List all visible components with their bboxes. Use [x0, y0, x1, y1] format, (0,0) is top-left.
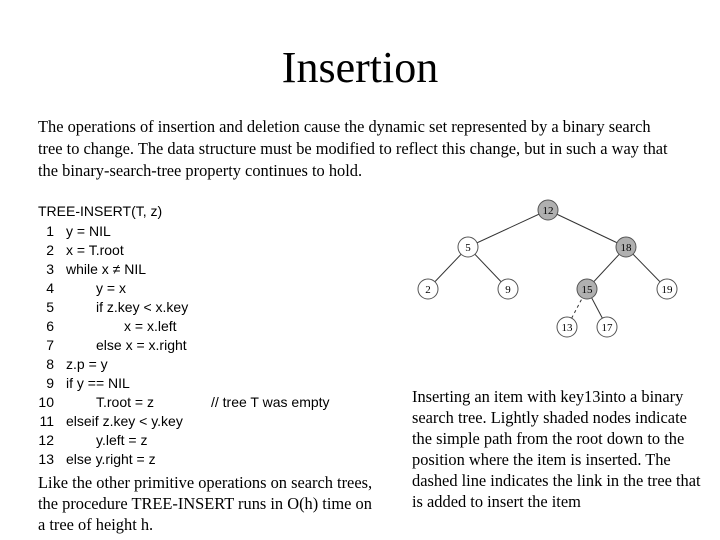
tree-edge — [548, 210, 626, 247]
code-text: else x = x.right — [96, 337, 187, 353]
tree-node — [538, 200, 558, 220]
tree-node-label: 13 — [561, 322, 573, 334]
line-number: 13 — [38, 451, 54, 467]
pseudocode-line — [36, 393, 366, 412]
tree-node-label: 18 — [620, 242, 632, 254]
line-number: 5 — [46, 299, 54, 315]
pseudocode-line — [36, 336, 366, 355]
code-comment: // tree T was empty — [211, 394, 330, 410]
code-text: y.left = z — [96, 432, 148, 448]
tree-node-label: 15 — [581, 284, 593, 296]
intro-paragraph: The operations of insertion and deletion cause the dynamic set represented by a binary search tree to change. The data structure must be modified to reflect this change, but in such a way that the binary-search-tree property continues to hold. — [38, 117, 668, 180]
tree-node-label: 5 — [465, 242, 471, 254]
code-text: while x ≠ NIL — [66, 261, 147, 277]
pseudocode-line — [36, 222, 366, 241]
code-text: T.root = z — [96, 394, 154, 410]
pseudocode-lines — [36, 222, 366, 469]
code-text: x = T.root — [66, 242, 124, 258]
tree-node — [597, 317, 617, 337]
tree-node — [657, 279, 677, 299]
pseudocode-header: TREE-INSERT(T, z) — [38, 203, 163, 219]
tree-node-label: 2 — [425, 284, 431, 296]
code-text: if y == NIL — [66, 375, 130, 391]
pseudocode-line — [36, 374, 366, 393]
pseudocode-line — [36, 298, 366, 317]
line-number: 4 — [46, 280, 54, 296]
tree-edge — [468, 210, 548, 247]
code-text: y = NIL — [66, 223, 111, 239]
code-text: elseif z.key < y.key — [66, 413, 183, 429]
pseudocode-line — [36, 412, 366, 431]
code-text: x = x.left — [124, 318, 177, 334]
figure-caption: Inserting an item with key13into a binary search tree. Lightly shaded nodes indicate the simple path from the root down to the position where the item is inserted. The dashed line indicates the link in the tree that is added to insert the item — [412, 387, 701, 511]
code-text: else y.right = z — [66, 451, 156, 467]
line-number: 7 — [46, 337, 54, 353]
pseudocode-line — [36, 279, 366, 298]
line-number: 8 — [46, 356, 54, 372]
line-number: 6 — [46, 318, 54, 334]
pseudocode-line — [36, 241, 366, 260]
pseudocode-line — [36, 431, 366, 450]
pseudocode-line — [36, 450, 366, 469]
pseudocode-block — [36, 200, 366, 469]
line-number: 2 — [46, 242, 54, 258]
tree-node-label: 17 — [601, 322, 613, 334]
tree-node — [498, 279, 518, 299]
page-title: Insertion — [281, 43, 439, 92]
tree-node — [418, 279, 438, 299]
line-number: 12 — [38, 432, 54, 448]
line-number: 3 — [46, 261, 54, 277]
line-number: 1 — [46, 223, 54, 239]
line-number: 10 — [38, 394, 54, 410]
pseudocode-line — [36, 317, 366, 336]
pseudocode-line — [36, 355, 366, 374]
code-text: z.p = y — [66, 356, 108, 372]
code-text: y = x — [96, 280, 126, 296]
line-number: 9 — [46, 375, 54, 391]
tree-node-label: 12 — [542, 205, 554, 217]
code-text: if z.key < x.key — [96, 299, 189, 315]
tree-node — [458, 237, 478, 257]
tree-node — [577, 279, 597, 299]
tree-node — [616, 237, 636, 257]
tree-node-label: 19 — [661, 284, 673, 296]
line-number: 11 — [39, 413, 54, 429]
tree-node — [557, 317, 577, 337]
tree-node-label: 9 — [505, 284, 511, 296]
pseudocode-line — [36, 260, 366, 279]
binary-search-tree-figure — [410, 196, 710, 346]
complexity-note: Like the other primitive operations on search trees, the procedure TREE-INSERT runs in O(h) time on a tree of height h. — [38, 473, 373, 534]
